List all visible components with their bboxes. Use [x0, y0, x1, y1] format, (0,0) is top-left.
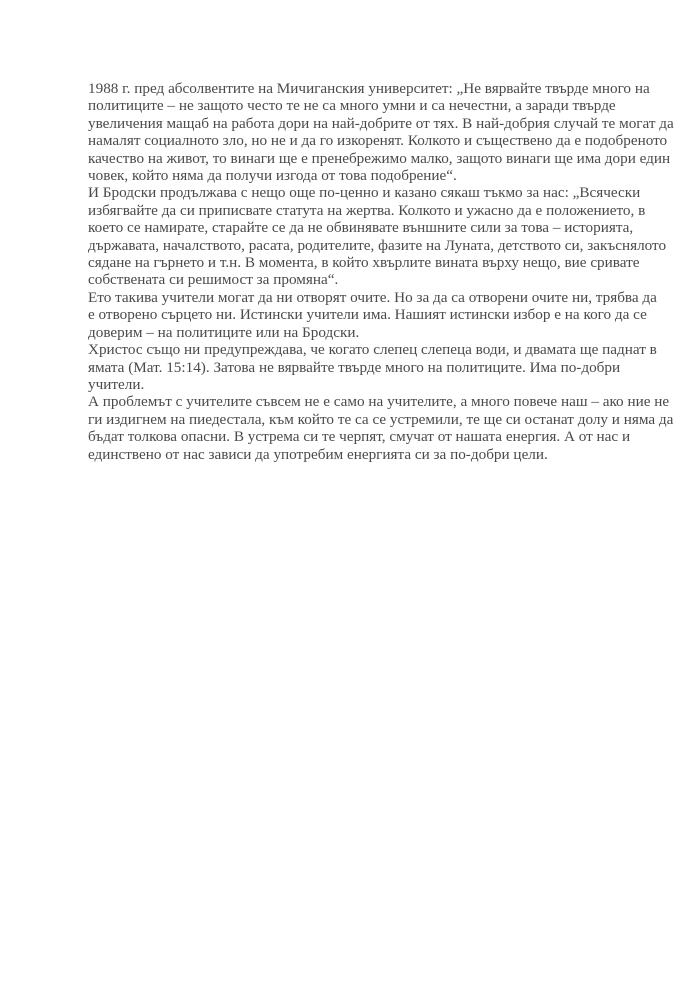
text-line: Ето такива учители могат да ни отворят очите. Но за да са отворени очите ни, трябва да	[88, 288, 657, 306]
text-line: политиците – не защото често те не са много умни и са нечестни, а заради твърде	[88, 97, 616, 115]
text-line: собствената си решимост за промяна“.	[88, 271, 339, 289]
text-line: което се намирате, старайте се да не обвинявате външните сили за това – историята,	[88, 219, 634, 237]
text-line: е отворено сърцето ни. Истински учители има. Нашият истински избор е на кого да се	[88, 306, 647, 324]
text-line: качество на живот, то винаги ще е пренебрежимо малко, защото винаги ще има дори един	[88, 149, 671, 167]
text-line: сядане на гърнето и т.н. В момента, в който хвърлите вината върху нещо, вие сривате	[88, 254, 640, 272]
text-line: единствено от нас зависи да употребим енергията си за по-добри цели.	[88, 445, 548, 463]
text-line: избягвайте да си приписвате статута на жертва. Колкото и ужасно да е положението, в	[88, 201, 646, 219]
text-line: увеличения мащаб на работа дори на най-добрите от тях. В най-добрия случай те могат да	[88, 114, 674, 132]
text-line: бъдат толкова опасни. В устрема си те черпят, смучат от нашата енергия. А от нас и	[88, 428, 631, 446]
text-line: 1988 г. пред абсолвентите на Мичиганския университет: „Не вярвайте твърде много на	[88, 80, 650, 97]
text-line: ямата (Мат. 15:14). Затова не вярвайте твърде много на политиците. Има по-добри	[88, 358, 621, 376]
text-line: учители.	[88, 375, 145, 393]
text-line: човек, който няма да получи изгода от това подобрение“.	[88, 167, 457, 185]
body-text	[88, 80, 674, 463]
text-line: И Бродски продължава с нещо още по-ценно и казано сякаш тъкмо за нас: „Всячески	[88, 184, 641, 202]
text-line: доверим – на политиците или на Бродски.	[88, 323, 360, 341]
text-line: държавата, началството, расата, родителите, фазите на Луната, детството си, закъснялото	[88, 236, 667, 254]
text-line: намалят социалното зло, но не и да го изкоренят. Колкото и съществено да е подобреното	[88, 132, 668, 150]
text-line: А проблемът с учителите съвсем не е само на учителите, а много повече наш – ако ние не	[88, 393, 670, 411]
text-line: ги издигнем на пиедестала, към който те са се устремили, те ще си останат долу и няма да	[88, 410, 674, 428]
text-line: Христос също ни предупреждава, че когато слепец слепеца води, и двамата ще паднат в	[88, 341, 657, 359]
